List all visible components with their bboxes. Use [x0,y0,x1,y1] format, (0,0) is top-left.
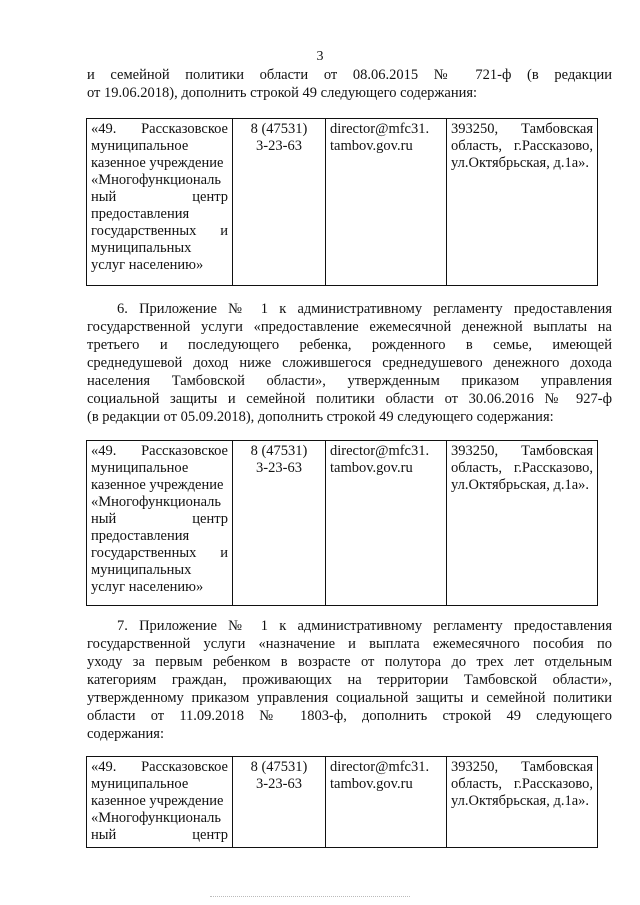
org-line: услуг населению» [91,579,204,595]
paragraph-line: содержания: [87,726,165,742]
entry-table-1 [86,118,598,286]
paragraph-line: населения Тамбовской области», утвержденным приказом управления [87,373,612,389]
paragraph-line: категориям граждан, проживающих на территории Тамбовской области», [87,672,612,688]
page-number: 3 [316,49,324,64]
entry-table-2 [86,440,598,606]
phone-code: 8 (47531) [250,443,308,459]
paragraph-line: области от 11.09.2018 № 1803-ф, дополнить строкой 49 следующего [87,708,612,724]
entry-table-3 [86,756,598,848]
address-cell [447,441,598,606]
phone-code: 8 (47531) [250,121,308,137]
org-line: муниципальное [91,460,189,476]
email-line: director@mfc31. [330,121,430,137]
organization-cell [87,441,233,606]
paragraph-line: уходу за первым ребенком в возрасте от полутора до трех лет отдельным [87,654,612,670]
address-line: 393250, Тамбовская [451,759,593,775]
email-line: director@mfc31. [330,759,430,775]
email-line: tambov.gov.ru [330,460,413,476]
org-line: «Многофункциональ [91,172,222,188]
paragraph-line: (в редакции от 05.09.2018), дополнить строкой 49 следующего содержания: [87,409,554,425]
table-row [87,119,598,286]
org-line: казенное учреждение [91,477,224,493]
phone-cell [233,441,326,606]
address-line: область, г.Рассказово, [451,460,593,476]
org-line: казенное учреждение [91,155,224,171]
org-line: муниципальных [91,240,192,256]
table-row [87,441,598,606]
scan-artifact [210,896,410,900]
org-line: ный центр [91,511,228,527]
organization-cell [87,119,233,286]
address-line: 393250, Тамбовская [451,121,593,137]
paragraph-line: третьего и последующего ребенка, рожденного в семье, имеющей [87,337,612,353]
phone-cell [233,757,326,848]
paragraph-line: среднедушевой доход ниже сложившегося среднедушевого денежного дохода [87,355,612,371]
email-cell [326,757,447,848]
org-line: муниципальное [91,138,189,154]
email-line: tambov.gov.ru [330,776,413,792]
paragraph-line: государственной услуги «предоставление ежемесячной денежной выплаты на [87,319,612,335]
org-line: ный центр [91,189,228,205]
intro-paragraph [87,66,612,102]
phone-number: 3-23-63 [256,138,302,154]
paragraph-line: социальной защиты и семейной политики области от 30.06.2016 № 927-ф [87,391,612,407]
org-line: ный центр [91,827,228,843]
org-line: муниципальное [91,776,189,792]
intro-line: от 19.06.2018), дополнить строкой 49 следующего содержания: [87,85,478,101]
paragraph-line: государственной услуги «назначение и выплата ежемесячного пособия по [87,636,612,652]
org-line: «49. Рассказовское [91,121,228,137]
org-line: услуг населению» [91,257,204,273]
org-line: «Многофункциональ [91,494,222,510]
paragraph-line: утвержденному приказом управления социальной защиты и семейной политики [87,690,612,706]
org-line: государственных и [91,223,228,239]
org-line: «49. Рассказовское [91,443,228,459]
address-line: область, г.Рассказово, [451,776,593,792]
address-line: ул.Октябрьская, д.1а». [451,793,590,809]
address-cell [447,119,598,286]
org-line: предоставления [91,528,190,544]
address-line: область, г.Рассказово, [451,138,593,154]
table-row [87,757,598,848]
org-line: предоставления [91,206,190,222]
phone-cell [233,119,326,286]
intro-line: и семейной политики области от 08.06.2015 № 721-ф (в редакции [87,67,612,83]
paragraph-6 [87,300,612,426]
phone-number: 3-23-63 [256,460,302,476]
address-line: 393250, Тамбовская [451,443,593,459]
paragraph-7 [87,617,612,743]
email-cell [326,441,447,606]
address-line: ул.Октябрьская, д.1а». [451,155,590,171]
paragraph-line: 6. Приложение № 1 к административному регламенту предоставления [117,301,612,317]
address-cell [447,757,598,848]
org-line: казенное учреждение [91,793,224,809]
paragraph-line: 7. Приложение № 1 к административному регламенту предоставления [117,618,612,634]
org-line: «Многофункциональ [91,810,222,826]
address-line: ул.Октябрьская, д.1а». [451,477,590,493]
phone-number: 3-23-63 [256,776,302,792]
org-line: «49. Рассказовское [91,759,228,775]
email-line: director@mfc31. [330,443,430,459]
phone-code: 8 (47531) [250,759,308,775]
email-cell [326,119,447,286]
org-line: государственных и [91,545,228,561]
org-line: муниципальных [91,562,192,578]
organization-cell [87,757,233,848]
email-line: tambov.gov.ru [330,138,413,154]
